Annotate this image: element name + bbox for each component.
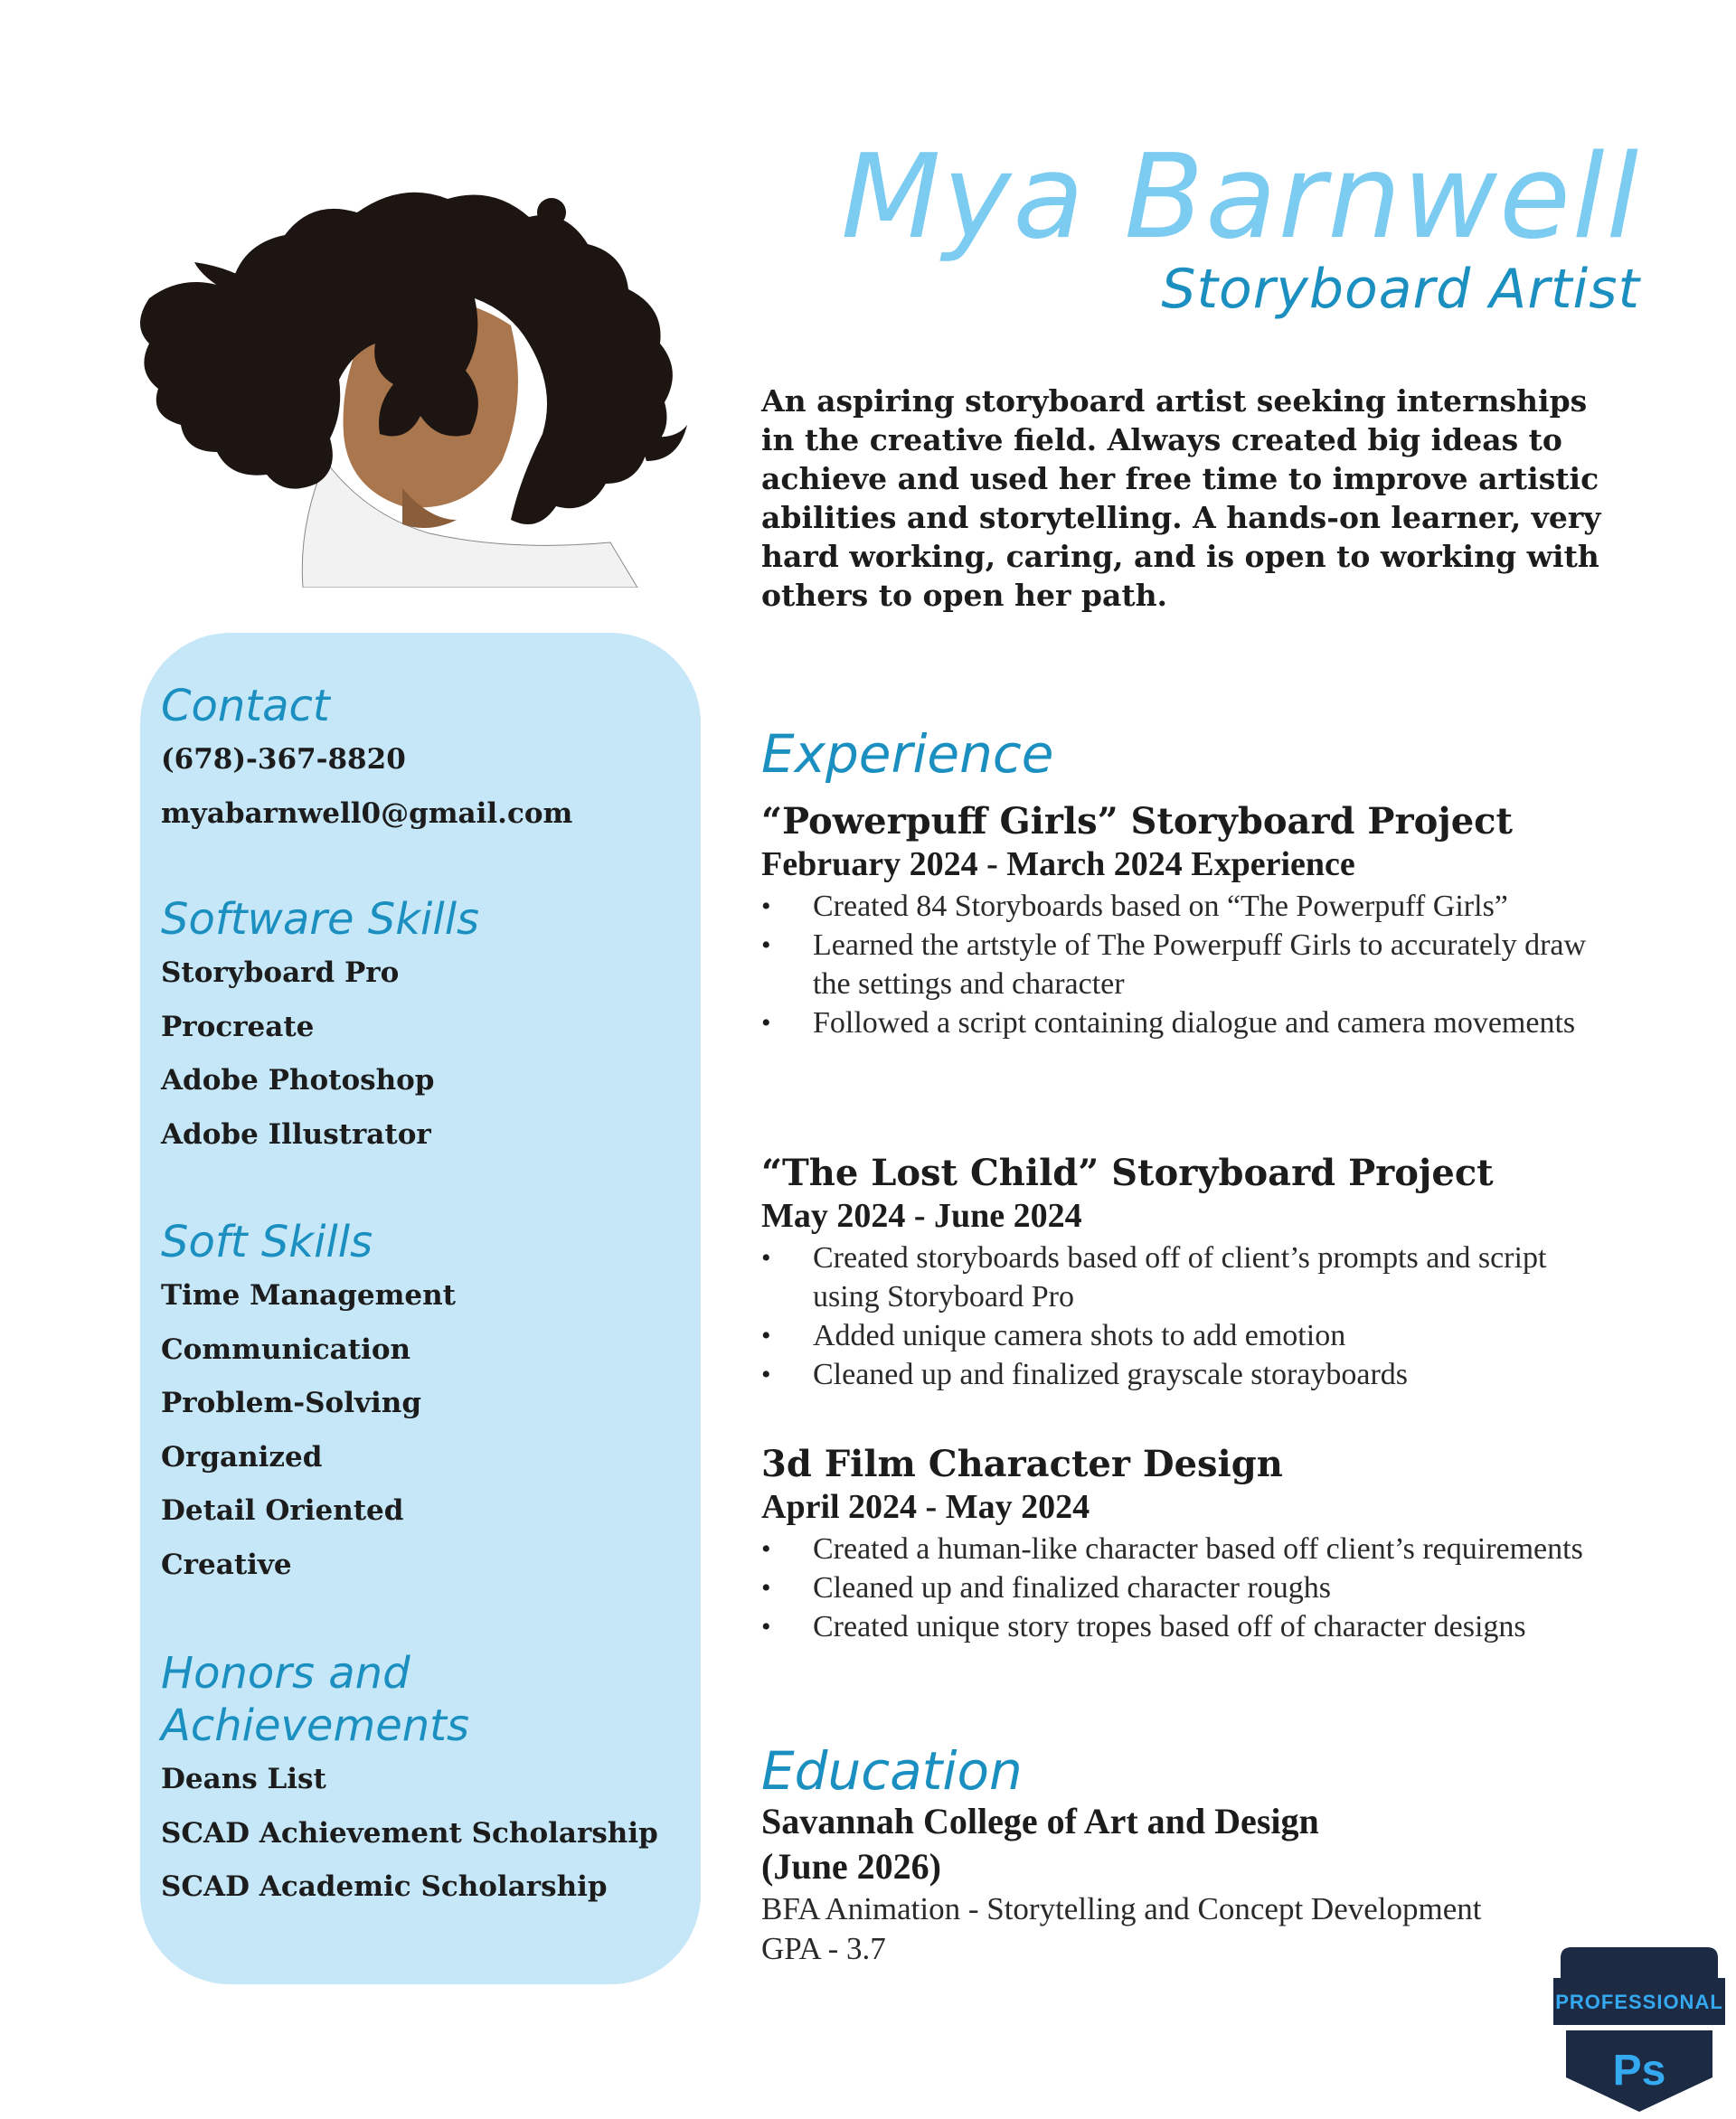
skill-item: Procreate bbox=[161, 1010, 315, 1043]
software-skills-section bbox=[161, 893, 694, 1170]
skill-item: Adobe Illustrator bbox=[161, 1117, 431, 1151]
job-bullets bbox=[761, 1238, 1620, 1394]
job-bullet: • Cleaned up and finalized character roughs bbox=[761, 1568, 1620, 1607]
candidate-name: Mya Barnwell bbox=[841, 130, 1640, 265]
experience-heading: Experience bbox=[761, 723, 1054, 785]
degree: BFA Animation - Storytelling and Concept Development bbox=[761, 1891, 1482, 1926]
job-bullet: • Created a human-like character based off client’s requirements bbox=[761, 1530, 1620, 1568]
job-title: 3d Film Character Design bbox=[761, 1443, 1283, 1485]
candidate-role: Storyboard Artist bbox=[1161, 258, 1640, 321]
job-title: “The Lost Child” Storyboard Project bbox=[761, 1152, 1494, 1194]
soft-skill-item: Detail Oriented bbox=[161, 1494, 404, 1527]
job-bullet: • Created storyboards based off of client’s prompts and script using Storyboard Pro bbox=[761, 1238, 1620, 1316]
honor-item: SCAD Academic Scholarship bbox=[161, 1870, 608, 1903]
job-bullet: • Followed a script containing dialogue and camera movements bbox=[761, 1003, 1620, 1042]
soft-skill-item: Problem-Solving bbox=[161, 1387, 422, 1419]
skill-item: Storyboard Pro bbox=[161, 956, 400, 989]
soft-skills-heading: Soft Skills bbox=[161, 1217, 373, 1267]
soft-skill-item: Organized bbox=[161, 1440, 323, 1474]
badge-app-name: Ps bbox=[1612, 2047, 1666, 2095]
honor-item: SCAD Achievement Scholarship bbox=[161, 1816, 658, 1850]
soft-skills-section bbox=[161, 1216, 694, 1600]
education-heading: Education bbox=[761, 1740, 1023, 1802]
soft-skill-item: Time Management bbox=[161, 1279, 456, 1312]
job-bullets bbox=[761, 887, 1620, 1042]
honor-item: Deans List bbox=[161, 1763, 326, 1795]
soft-skill-item: Creative bbox=[161, 1548, 292, 1581]
education-entry bbox=[761, 1799, 1620, 1969]
graduation-date: (June 2026) bbox=[761, 1846, 941, 1887]
job-bullet: • Learned the artstyle of The Powerpuff Girls to accurately draw the settings and character bbox=[761, 926, 1620, 1003]
phone-number: (678)-367-8820 bbox=[161, 743, 406, 776]
job-date: February 2024 - March 2024 Experience bbox=[761, 845, 1355, 883]
job-date: April 2024 - May 2024 bbox=[761, 1488, 1090, 1526]
job-bullet: • Added unique camera shots to add emotion bbox=[761, 1316, 1620, 1355]
summary-paragraph: An aspiring storyboard artist seeking internships in the creative field. Always created big ideas to achieve and used her free time to improve artistic abilities and storytelling. A hands-on learner, very hard working, caring, and is open to working with others to open her path. bbox=[761, 383, 1601, 613]
soft-skill-item: Communication bbox=[161, 1333, 411, 1366]
job-bullet: • Cleaned up and finalized grayscale storayboards bbox=[761, 1355, 1620, 1394]
software-skills-heading: Software Skills bbox=[161, 894, 480, 945]
school-name: Savannah College of Art and Design bbox=[761, 1801, 1319, 1841]
job-bullet: • Created 84 Storyboards based on “The Powerpuff Girls” bbox=[761, 887, 1620, 926]
contact-section bbox=[161, 680, 694, 849]
badge-label: PROFESSIONAL bbox=[1555, 1991, 1723, 2013]
gpa: GPA - 3.7 bbox=[761, 1931, 886, 1966]
skill-item: Adobe Photoshop bbox=[161, 1064, 435, 1097]
job-title: “Powerpuff Girls” Storyboard Project bbox=[761, 800, 1514, 843]
contact-heading: Contact bbox=[161, 681, 330, 731]
job-bullet: • Created unique story tropes based off of character designs bbox=[761, 1607, 1620, 1646]
job-bullets bbox=[761, 1530, 1620, 1646]
honors-heading: Honors and Achievements bbox=[161, 1648, 469, 1751]
email-address: myabarnwell0@gmail.com bbox=[161, 796, 573, 830]
experience-entry bbox=[761, 1152, 1620, 1394]
honors-section bbox=[161, 1647, 694, 1923]
job-date: May 2024 - June 2024 bbox=[761, 1197, 1082, 1235]
portrait-illustration bbox=[131, 163, 692, 588]
experience-entry bbox=[761, 800, 1620, 1042]
photoshop-badge-icon bbox=[1552, 1942, 1727, 2114]
experience-entry bbox=[761, 1443, 1620, 1646]
